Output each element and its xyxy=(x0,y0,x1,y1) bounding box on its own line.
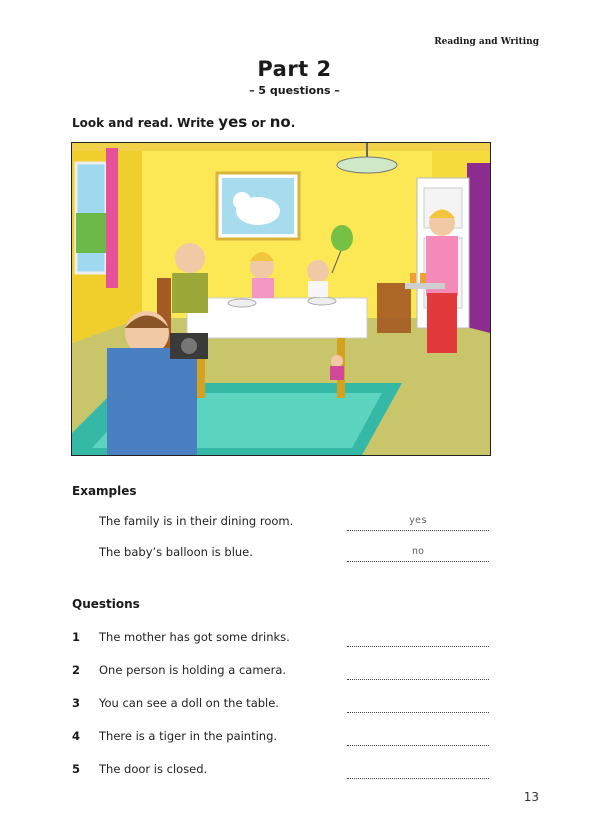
question-sentence: One person is holding a camera. xyxy=(99,663,287,677)
question-row xyxy=(72,696,492,714)
examples-heading: Examples xyxy=(72,484,137,498)
question-sentence: The mother has got some drinks. xyxy=(99,630,290,644)
question-number: 3 xyxy=(72,696,81,710)
question-row xyxy=(72,630,492,648)
instruction-or: or xyxy=(247,116,270,130)
answer-line[interactable] xyxy=(347,764,489,779)
example-row xyxy=(72,545,492,563)
section-label: Reading and Writing xyxy=(434,37,539,47)
instruction-no: no xyxy=(269,113,291,131)
question-number: 2 xyxy=(72,663,81,677)
instruction-end: . xyxy=(290,116,296,130)
answer-line[interactable] xyxy=(347,632,489,647)
instruction-lead: Look and read. Write xyxy=(72,116,219,130)
dining-room-illustration xyxy=(71,142,491,456)
page-number: 13 xyxy=(523,790,539,804)
answer-line[interactable] xyxy=(347,698,489,713)
question-number: 4 xyxy=(72,729,81,743)
example-answer: yes xyxy=(347,516,489,531)
question-row xyxy=(72,729,492,747)
question-row xyxy=(72,663,492,681)
part-subtitle: – 5 questions – xyxy=(249,84,340,97)
question-number: 1 xyxy=(72,630,81,644)
question-number: 5 xyxy=(72,762,81,776)
example-answer: no xyxy=(347,547,489,562)
question-sentence: You can see a doll on the table. xyxy=(99,696,279,710)
answer-line[interactable] xyxy=(347,665,489,680)
question-sentence: The door is closed. xyxy=(99,762,208,776)
question-row xyxy=(72,762,492,780)
instruction xyxy=(72,113,295,131)
answer-line[interactable] xyxy=(347,731,489,746)
part-title: Part 2 xyxy=(257,57,332,81)
instruction-yes: yes xyxy=(218,113,248,131)
example-row xyxy=(72,514,492,532)
question-sentence: There is a tiger in the painting. xyxy=(99,729,278,743)
questions-heading: Questions xyxy=(72,597,140,611)
example-sentence: The family is in their dining room. xyxy=(99,514,294,528)
example-sentence: The baby’s balloon is blue. xyxy=(99,545,253,559)
